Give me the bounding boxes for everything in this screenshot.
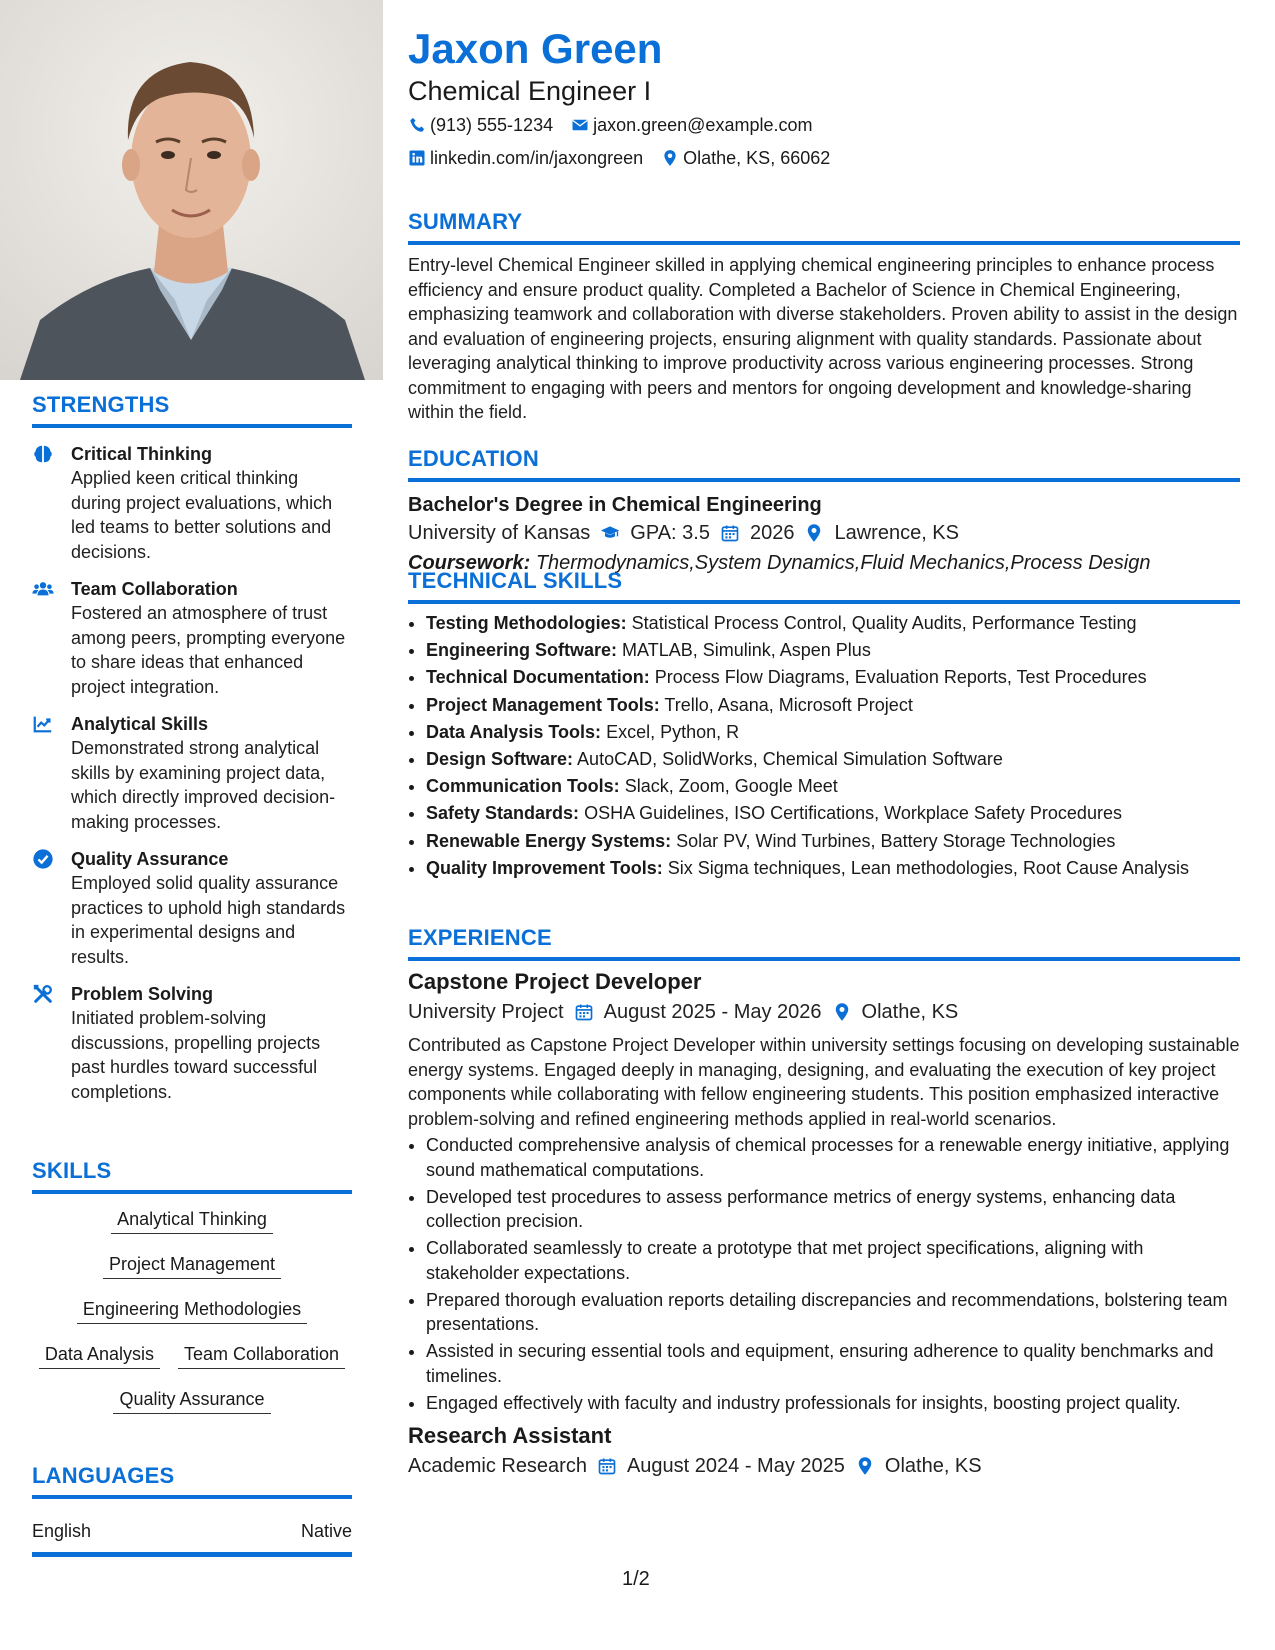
job-meta (408, 1451, 1240, 1481)
strengths-heading: STRENGTHS (32, 392, 352, 428)
map-pin-icon (661, 149, 679, 167)
skill-chip: Engineering Methodologies (77, 1298, 307, 1324)
map-pin-icon (832, 1002, 852, 1022)
strength-description: Initiated problem-solving discussions, propelling projects past hurdles toward successful completions. (71, 1008, 321, 1102)
list-item: • Assisted in securing essential tools and equipment, ensuring adherence to quality benchmarks and timelines. (426, 1339, 1240, 1388)
strength-item (32, 442, 352, 564)
skill-value: Excel, Python, R (606, 721, 740, 742)
coursework-list: Thermodynamics,System Dynamics,Fluid Mechanics,Process Design (535, 552, 1151, 574)
skill-chip: Analytical Thinking (111, 1208, 273, 1234)
gpa-text: GPA: 3.5 (630, 522, 710, 544)
education-meta (408, 518, 1240, 548)
coursework-label: Coursework: (408, 552, 531, 574)
skill-value: OSHA Guidelines, ISO Certifications, Workplace Safety Procedures (584, 803, 1122, 824)
location-item (661, 146, 830, 170)
degree-title: Bachelor's Degree in Chemical Engineering (408, 494, 822, 516)
strength-title: Critical Thinking (71, 444, 213, 464)
email-item[interactable] (571, 113, 812, 137)
education-section (408, 446, 1240, 578)
skill-chip: Team Collaboration (178, 1343, 345, 1369)
skill-chip: Project Management (103, 1253, 281, 1279)
job-location: Olathe, KS (884, 1455, 982, 1477)
job-title: Research Assistant (408, 1423, 612, 1448)
job-title: Capstone Project Developer (408, 969, 702, 994)
skill-label: Renewable Energy Systems: (426, 830, 672, 851)
location-text: Olathe, KS, 66062 (683, 148, 831, 168)
page-number: 1/2 (622, 1568, 650, 1590)
calendar-icon (720, 523, 740, 543)
map-pin-icon (855, 1456, 875, 1476)
list-item: • Collaborated seamlessly to create a prototype that met project specifications, aligning with stakeholder expectations. (426, 1236, 1240, 1285)
linkedin-item[interactable] (408, 146, 643, 170)
strength-title: Quality Assurance (71, 849, 229, 869)
skill-value: MATLAB, Simulink, Aspen Plus (622, 640, 871, 661)
school-name: University of Kansas (408, 522, 591, 544)
linkedin-icon (408, 149, 426, 167)
job-meta (408, 997, 1240, 1027)
job-entry (408, 1421, 1240, 1481)
strength-title: Team Collaboration (71, 579, 238, 599)
skills-heading: SKILLS (32, 1158, 352, 1194)
skill-label: Project Management Tools: (426, 694, 660, 715)
education-heading: EDUCATION (408, 446, 1240, 482)
skill-label: Quality Improvement Tools: (426, 857, 663, 878)
languages-section (32, 1463, 352, 1557)
language-row (32, 1499, 352, 1557)
job-dates: August 2025 - May 2026 (603, 1001, 822, 1023)
technical-skills-list (408, 610, 1240, 882)
skill-chip: Data Analysis (39, 1343, 160, 1369)
language-level: Native (300, 1521, 352, 1541)
graduation-year: 2026 (749, 522, 795, 544)
skill-value: Trello, Asana, Microsoft Project (664, 694, 913, 715)
job-org: Academic Research (408, 1455, 587, 1477)
job-location: Olathe, KS (861, 1001, 959, 1023)
strength-item (32, 847, 352, 969)
envelope-icon (571, 116, 589, 134)
skill-value: Solar PV, Wind Turbines, Battery Storage Technologies (676, 830, 1116, 851)
skill-value: AutoCAD, SolidWorks, Chemical Simulation Software (577, 749, 1003, 770)
list-item (426, 664, 1240, 691)
skills-list (32, 1194, 352, 1414)
graduation-cap-icon (600, 523, 620, 543)
language-name: English (32, 1521, 92, 1541)
job-org: University Project (408, 1001, 564, 1023)
skill-label: Engineering Software: (426, 640, 618, 661)
contact-row (408, 146, 830, 170)
skills-section (32, 1158, 352, 1433)
list-item (426, 637, 1240, 664)
strength-title: Analytical Skills (71, 714, 209, 734)
tools-icon (32, 983, 54, 1005)
phone-text: (913) 555-1234 (430, 115, 554, 135)
strength-description: Fostered an atmosphere of trust among peers, prompting everyone to share ideas that enhanced project integration. (71, 603, 346, 697)
list-item (426, 692, 1240, 719)
list-item (426, 855, 1240, 882)
calendar-icon (597, 1456, 617, 1476)
experience-section (408, 925, 1240, 1481)
list-item: • Conducted comprehensive analysis of chemical processes for a renewable energy initiative, applying sound mathematical computations. (426, 1133, 1240, 1182)
skill-label: Data Analysis Tools: (426, 721, 602, 742)
skill-label: Design Software: (426, 749, 574, 770)
list-item (426, 719, 1240, 746)
job-dates: August 2024 - May 2025 (626, 1455, 845, 1477)
chart-line-icon (32, 713, 54, 735)
job-title: Chemical Engineer I (408, 76, 652, 106)
summary-section (408, 209, 1240, 425)
skill-value: Six Sigma techniques, Lean methodologies, Root Cause Analysis (667, 857, 1190, 878)
skill-label: Technical Documentation: (426, 667, 650, 688)
list-item (426, 610, 1240, 637)
skill-value: Process Flow Diagrams, Evaluation Reports, Test Procedures (654, 667, 1147, 688)
strength-description: Applied keen critical thinking during project evaluations, which led teams to better solutions and decisions. (71, 468, 333, 562)
users-icon (32, 578, 54, 600)
strength-description: Employed solid quality assurance practices to uphold high standards in experimental designs and results. (71, 873, 346, 967)
experience-heading: EXPERIENCE (408, 925, 1240, 961)
list-item (426, 828, 1240, 855)
strength-item (32, 577, 352, 699)
languages-heading: LANGUAGES (32, 1463, 352, 1499)
summary-text: Entry-level Chemical Engineer skilled in applying chemical engineering principles to enhance process efficiency and ensure product quality. Completed a Bachelor of Science in Chemical Engineering, emphasizing teamwork and collaboration with diverse stakeholders. Proven ability to assist in the design and evaluation of engineering projects, ensuring alignment with quality standards. Passionate about leveraging analytical thinking to improve productivity across various engineering processes. Strong commitment to engaging with peers and mentors for ongoing development and knowledge-sharing within the field. (408, 255, 1238, 422)
job-bullets (408, 1133, 1240, 1415)
check-circle-icon (32, 848, 54, 870)
calendar-icon (574, 1002, 594, 1022)
strength-description: Demonstrated strong analytical skills by examining project data, which directly improved decision-making processes. (71, 738, 336, 832)
email-link[interactable]: jaxon.green@example.com (593, 115, 813, 135)
skill-value: Slack, Zoom, Google Meet (624, 776, 838, 797)
list-item: • Prepared thorough evaluation reports detailing discrepancies and recommendations, bolstering team presentations. (426, 1288, 1240, 1337)
technical-skills-section (408, 568, 1240, 882)
job-description: Contributed as Capstone Project Developer within university settings focusing on developing sustainable energy systems. Engaged deeply in managing, designing, and evaluating the execution of key project components while collaborating with fellow engineering students. This position emphasized interactive problem-solving and refined engineering methods applied in real-world scenarios. (408, 1035, 1240, 1129)
map-pin-icon (804, 523, 824, 543)
candidate-name: Jaxon Green (408, 25, 663, 72)
skill-label: Safety Standards: (426, 803, 580, 824)
skill-label: Communication Tools: (426, 776, 620, 797)
linkedin-link[interactable]: linkedin.com/in/jaxongreen (430, 148, 644, 168)
list-item (426, 773, 1240, 800)
skill-chip: Quality Assurance (113, 1388, 270, 1414)
strength-item (32, 982, 352, 1104)
skill-label: Testing Methodologies: (426, 613, 627, 633)
strength-title: Problem Solving (71, 984, 214, 1004)
job-entry (408, 967, 1240, 1415)
list-item: • Engaged effectively with faculty and industry professionals for insights, boosting project quality. (426, 1391, 1240, 1416)
strength-item (32, 712, 352, 834)
contact-row (408, 113, 812, 137)
list-item (426, 746, 1240, 773)
phone-item (408, 113, 553, 137)
list-item (426, 800, 1240, 827)
phone-icon (408, 116, 426, 134)
education-location: Lawrence, KS (834, 522, 959, 544)
technical-skills-heading: TECHNICAL SKILLS (408, 568, 1240, 604)
skill-value: Statistical Process Control, Quality Audits, Performance Testing (631, 613, 1137, 633)
brain-icon (32, 443, 54, 465)
summary-heading: SUMMARY (408, 209, 1240, 245)
strengths-section (32, 392, 352, 1104)
list-item: • Developed test procedures to assess performance metrics of energy systems, enhancing data collection precision. (426, 1185, 1240, 1234)
profile-photo (0, 0, 383, 380)
